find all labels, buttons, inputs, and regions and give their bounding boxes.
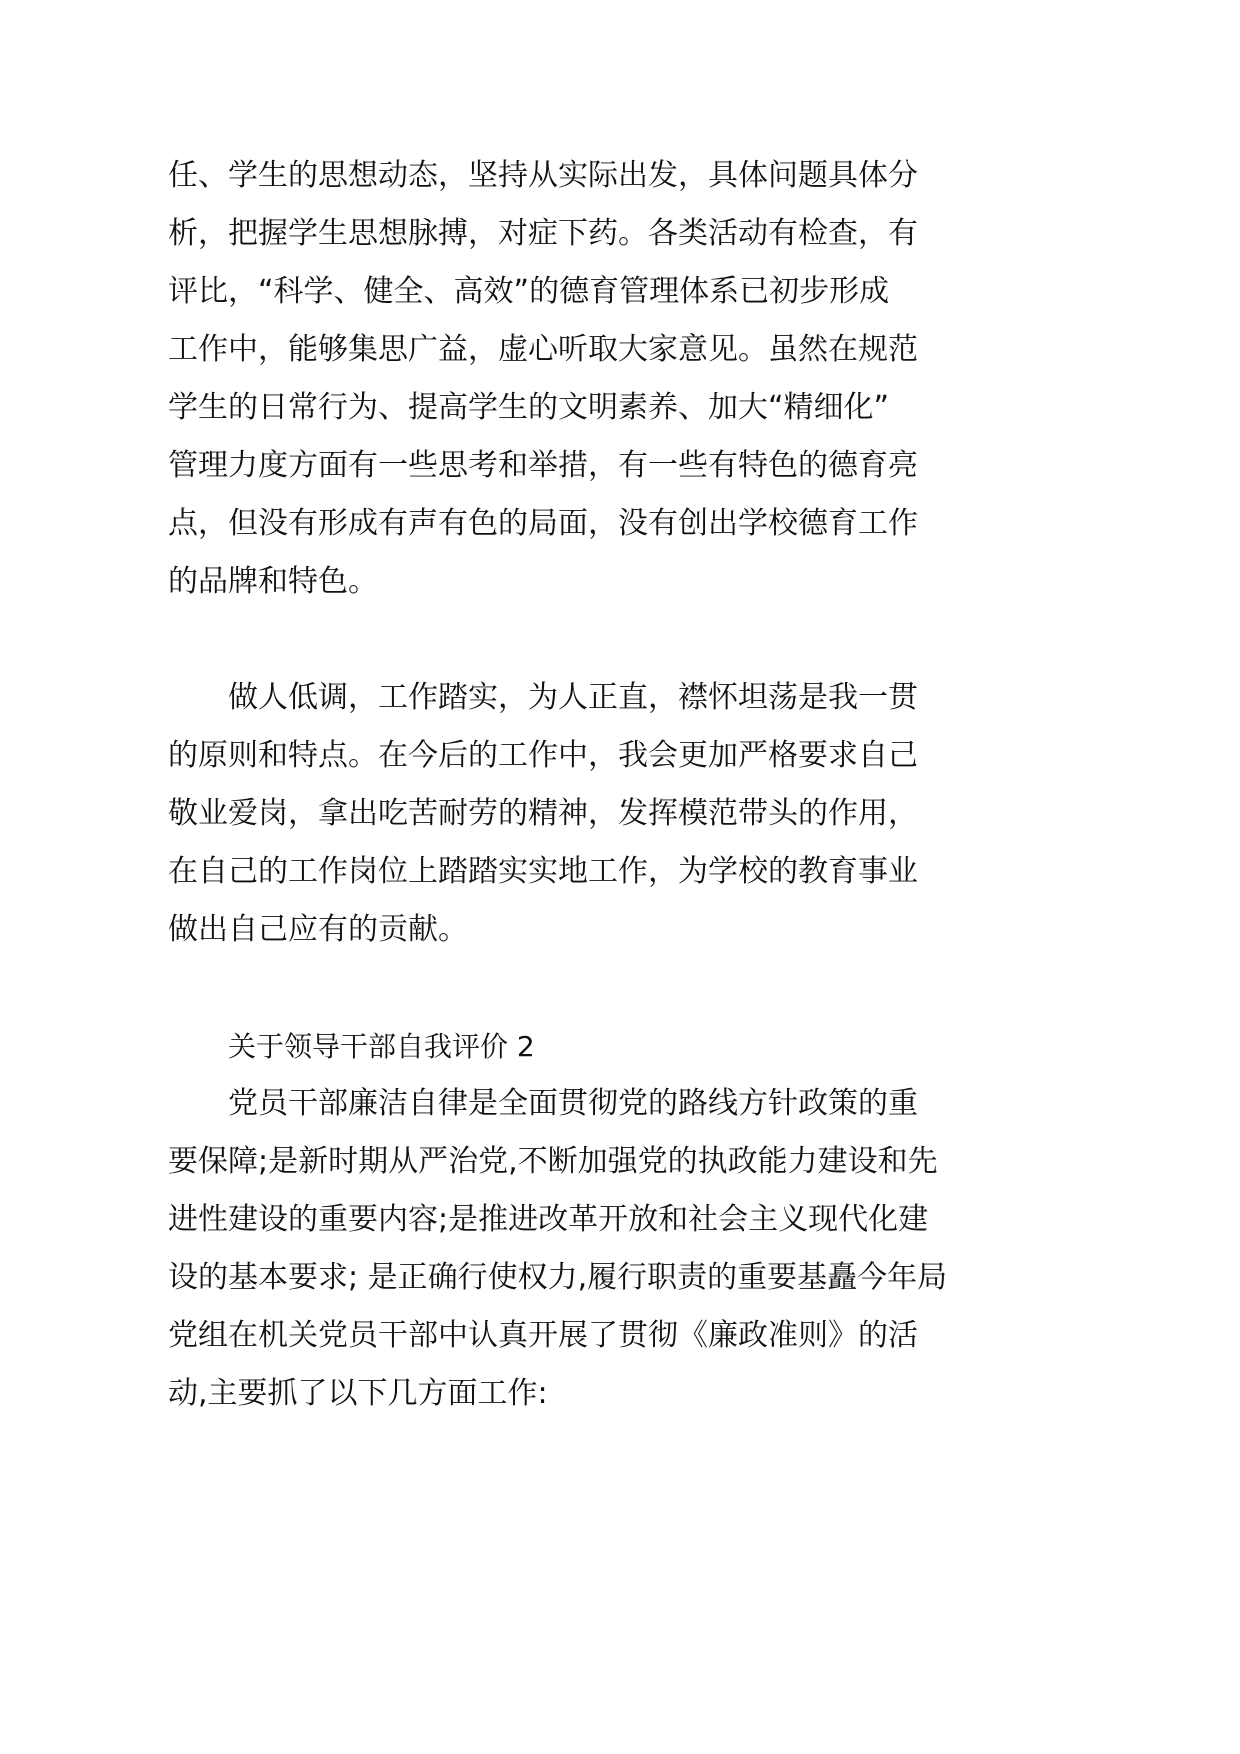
- paragraph-line: 做人低调，工作踏实，为人正直，襟怀坦荡是我一贯: [228, 680, 918, 715]
- paragraph-line: 学生的日常行为、提高学生的文明素养、加大“精细化”: [168, 390, 890, 425]
- paragraph-line: 的原则和特点。在今后的工作中，我会更加严格要求自己: [168, 738, 918, 773]
- paragraph-line: 敬业爱岗，拿出吃苦耐劳的精神，发挥模范带头的作用，: [168, 796, 918, 831]
- paragraph-line: 党组在机关党员干部中认真开展了贯彻《廉政准则》的活: [168, 1318, 918, 1353]
- paragraph-line: 任、学生的思想动态，坚持从实际出发，具体问题具体分: [168, 158, 918, 193]
- paragraph-line: 管理力度方面有一些思考和举措，有一些有特色的德育亮: [168, 448, 918, 483]
- paragraph-line: 的品牌和特色。: [168, 564, 378, 599]
- paragraph-line: 党员干部廉洁自律是全面贯彻党的路线方针政策的重: [228, 1086, 918, 1121]
- paragraph-line: 工作中，能够集思广益，虚心听取大家意见。虽然在规范: [168, 332, 918, 367]
- section-heading: 关于领导干部自我评价 2: [228, 1030, 535, 1063]
- paragraph-line: 评比，“科学、健全、高效”的德育管理体系已初步形成: [168, 274, 890, 309]
- paragraph-line: 在自己的工作岗位上踏踏实实地工作，为学校的教育事业: [168, 854, 918, 889]
- paragraph-line: 设的基本要求; 是正确行使权力,履行职责的重要基矗今年局: [168, 1260, 948, 1295]
- paragraph-line: 析，把握学生思想脉搏，对症下药。各类活动有检查，有: [168, 216, 918, 251]
- paragraph-line: 进性建设的重要内容;是推进改革开放和社会主义现代化建: [168, 1202, 929, 1237]
- paragraph-line: 动,主要抓了以下几方面工作:: [168, 1376, 548, 1411]
- paragraph-line: 做出自己应有的贡献。: [168, 912, 468, 947]
- paragraph-line: 要保障;是新时期从严治党,不断加强党的执政能力建设和先: [168, 1144, 938, 1179]
- paragraph-line: 点，但没有形成有声有色的局面，没有创出学校德育工作: [168, 506, 918, 541]
